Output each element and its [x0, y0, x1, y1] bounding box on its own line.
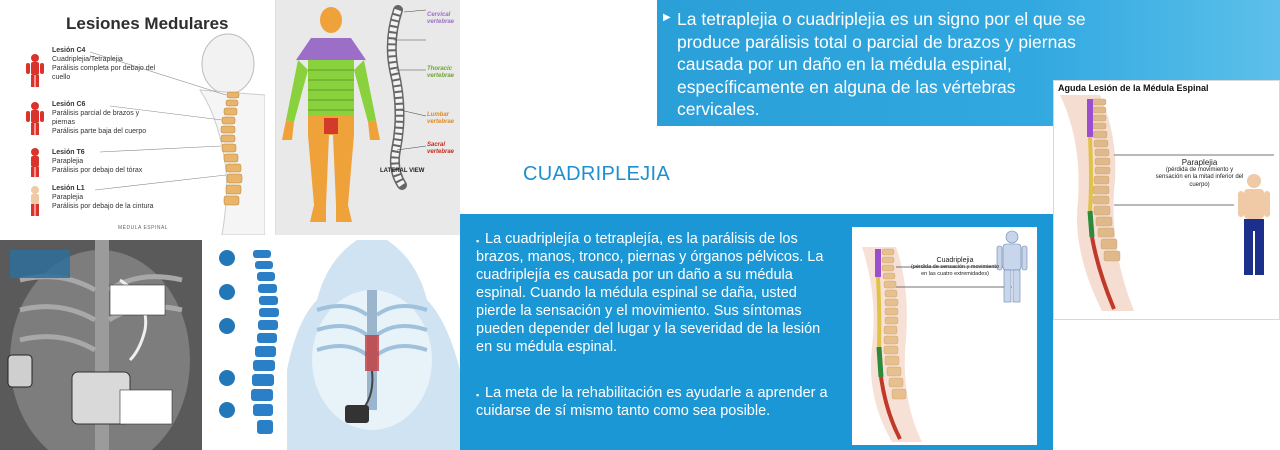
figure-c6 — [26, 102, 44, 135]
label-thoracic: Thoracic vertebrae — [427, 66, 455, 79]
cuadriplejia-label-description: (pérdida de sensación y movimiento en las cuatro extremidades) — [910, 264, 1000, 277]
paraplegia-figure — [1238, 174, 1270, 275]
lesiones-title: Lesiones Medulares — [66, 14, 229, 33]
cuadriplejia-label-heading: Cuadriplejia — [936, 257, 974, 264]
figure-c4 — [26, 54, 44, 87]
paraplejia-label — [1152, 159, 1247, 189]
paraplejia-description: (pérdida de movimiento y sensación en la mitad inferior del cuerpo) — [1155, 166, 1244, 188]
lateral-view-caption: LATERAL VIEW — [380, 168, 425, 174]
lesion-c4: Lesión C4 Cuadriplejia/Tetraplejia Parálisis completa por debajo del cuello — [52, 47, 156, 81]
figure-l1 — [31, 186, 39, 216]
lesion-c6: Lesión C6 Parálisis parcial de brazos y piernas Parálisis parte baja del cuerpo — [52, 101, 147, 135]
lesion-t6: Lesión T6 Paraplejia Parálisis por debajo del tórax — [52, 149, 143, 174]
figure-t6 — [31, 148, 39, 177]
paralysis-figures — [0, 0, 265, 235]
bullet-rehabilitation — [476, 384, 836, 420]
bullet-rehabilitation-text: La meta de la rehabilitación es ayudarle a aprender a cuidarse de sí mismo tanto como sea posible. — [476, 385, 828, 419]
spinal-stimulator-image — [207, 240, 460, 450]
aguda-lesion-panel — [1053, 80, 1280, 320]
cuadriplejia-human-figure — [997, 231, 1027, 302]
bullet-definition — [476, 230, 836, 356]
cuadriplejia-figure — [852, 227, 1037, 445]
bullet-definition-text: La cuadriplejía o tetraplejía, es la parálisis de los brazos, manos, tronco, piernas y órganos pélvicos. La cuadriplejía es causada por un daño a su médula espinal. Cuando la médula espinal se daña, usted pierde la sensación y el movimiento. Sus síntomas pueden depender del lugar y la severidad de la lesión en su médula espinal. — [476, 231, 824, 355]
xray-image — [0, 240, 202, 450]
label-lumbar: Lumbar vertebrae — [427, 112, 455, 125]
label-cervical: Cervical vertebrae — [427, 12, 455, 25]
paraplejia-heading: Paraplejia — [1181, 158, 1218, 167]
label-sacral: Sacral vertebrae — [427, 142, 455, 155]
lesiones-footer: MÉDULA ESPINAL — [118, 225, 169, 231]
aguda-title: Aguda Lesión de la Médula Espinal — [1058, 83, 1209, 93]
cuadriplejia-text-box — [460, 214, 850, 450]
lesiones-medulares-panel — [0, 0, 265, 235]
skeleton-illustration — [90, 34, 265, 235]
cuadriplejia-label — [910, 257, 1000, 278]
dermatome-panel — [275, 0, 460, 235]
lesion-l1: Lesión L1 Paraplejia Parálisis por debajo de la cintura — [52, 185, 154, 210]
triangle-bullet-icon: ▶ — [663, 12, 671, 23]
bullet-dot-icon: ▪ — [476, 390, 480, 400]
cuadriplejia-title: CUADRIPLEJIA — [523, 163, 670, 185]
cuadriplejia-slide — [460, 126, 1053, 450]
bullet-dot-icon: ▪ — [476, 236, 480, 246]
stimulator-illustration — [207, 240, 460, 450]
tetraplejia-text: La tetraplejia o cuadriplejia es un signo por el que se produce parálisis total o parcial de brazos y piernas causada por un daño en la médula espinal, específicamente en alguna de las vértebras cervicales. — [677, 9, 1086, 119]
xray-illustration — [0, 240, 202, 450]
aguda-spine-illustration — [1054, 81, 1280, 320]
